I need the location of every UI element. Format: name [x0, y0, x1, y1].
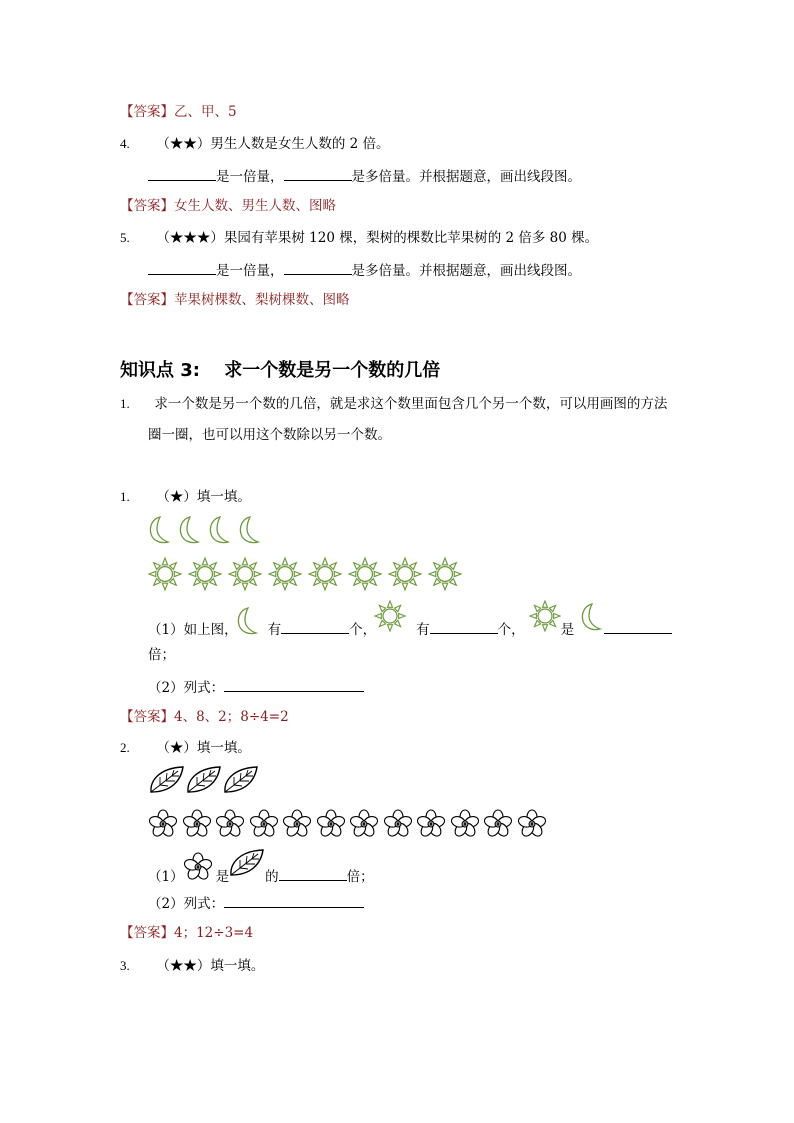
- q5-text-a: 是一倍量，: [216, 263, 284, 279]
- exercise-number: 2.: [120, 740, 130, 755]
- flower-icon: [450, 809, 480, 839]
- answer-label: 【答案】: [120, 709, 174, 725]
- question-5: [120, 229, 598, 247]
- exercise-2-answer: [120, 924, 253, 942]
- sun-icon: [228, 557, 262, 591]
- flower-icon: [148, 809, 178, 839]
- knowledge-point-1: [120, 395, 667, 413]
- moon-icon: [578, 602, 606, 632]
- answer-3: [120, 103, 237, 121]
- q4-text-a: 是一倍量，: [216, 169, 284, 185]
- q4-text-b: 是多倍量。并根据题意，画出线段图。: [351, 169, 581, 185]
- flower-icon: [349, 809, 379, 839]
- fill-blank[interactable]: [284, 166, 352, 181]
- answer-value: 女生人数、男生人数、图略: [174, 198, 336, 214]
- exercise-text: 填一填。: [210, 958, 265, 974]
- question-number: 4.: [120, 136, 130, 151]
- flower-icon: [483, 809, 513, 839]
- answer-label: 【答案】: [120, 104, 174, 120]
- question-4: [120, 135, 390, 153]
- flower-icon: [416, 809, 446, 839]
- exercise-2-header: [120, 739, 251, 757]
- q1-has-2: 有: [416, 622, 430, 638]
- fill-blank[interactable]: [224, 893, 364, 908]
- flower-icon: [183, 852, 213, 882]
- point-number: 1.: [120, 396, 130, 411]
- q1-prefix: （1）: [148, 869, 184, 885]
- flower-icon: [282, 809, 312, 839]
- q1-is: 是: [560, 622, 575, 638]
- exercise-1-q1-bei: 倍；: [148, 647, 175, 663]
- fill-blank[interactable]: [148, 260, 216, 275]
- sun-icon: [348, 557, 382, 591]
- q2-label: （2）列式：: [148, 680, 225, 696]
- exercise-number: 1.: [120, 489, 130, 504]
- knowledge-point-1-line2: 圈一圈，也可以用这个数除以另一个数。: [148, 427, 391, 443]
- moon-icon: [146, 514, 174, 546]
- answer-value: 乙、甲、5: [174, 104, 237, 120]
- sun-icon: [148, 557, 182, 591]
- flower-icon: [383, 809, 413, 839]
- exercise-text: 填一填。: [196, 489, 251, 505]
- sun-icon: [388, 557, 422, 591]
- fill-blank[interactable]: [224, 677, 364, 692]
- question-stars: （★★）: [156, 136, 211, 152]
- exercise-1-q2: [148, 677, 364, 697]
- answer-value: 4；12÷3=4: [174, 925, 254, 941]
- q1-bei: 倍；: [346, 869, 374, 885]
- sun-icon: [374, 600, 406, 632]
- moon-icon: [236, 514, 264, 546]
- sun-icon: [529, 600, 561, 632]
- moon-icon: [234, 606, 262, 636]
- sun-icon: [268, 557, 302, 591]
- question-text: 男生人数是女生人数的 2 倍。: [210, 136, 390, 152]
- q1-has: 有: [267, 622, 282, 638]
- question-4-line2: [148, 166, 581, 186]
- fill-blank[interactable]: [148, 166, 216, 181]
- sun-icon: [428, 557, 462, 591]
- fill-blank[interactable]: [284, 260, 352, 275]
- leaf-icon: [222, 764, 260, 796]
- flower-icon: [517, 809, 547, 839]
- sun-icon: [308, 557, 342, 591]
- question-stars: （★★★）: [156, 230, 224, 246]
- answer-value: 苹果树棵数、梨树棵数、图略: [174, 292, 350, 308]
- q1-ge-2: 个，: [497, 622, 525, 638]
- exercise-1-answer: [120, 708, 289, 726]
- leaf-icon: [228, 847, 266, 879]
- q1-is: 是: [215, 869, 230, 885]
- q5-text-b: 是多倍量。并根据题意，画出线段图。: [351, 263, 581, 279]
- question-number: 5.: [120, 230, 130, 245]
- flower-icon: [249, 809, 279, 839]
- answer-label: 【答案】: [120, 925, 174, 941]
- exercise-text: 填一填。: [196, 740, 251, 756]
- section-title: 知识点 3: 求一个数是另一个数的几倍: [120, 360, 441, 381]
- flower-icon: [316, 809, 346, 839]
- question-5-line2: [148, 260, 581, 280]
- exercise-stars: （★）: [156, 740, 197, 756]
- point-line-1: 求一个数是另一个数的几倍，就是求这个数里面包含几个另一个数，可以用画图的方法: [154, 396, 668, 412]
- exercise-stars: （★）: [156, 489, 197, 505]
- exercise-stars: （★★）: [156, 958, 211, 974]
- q2-label: （2）列式：: [148, 896, 225, 912]
- exercise-number: 3.: [120, 958, 130, 973]
- answer-4: [120, 197, 336, 215]
- answer-value: 4、8、2；8÷4=2: [174, 709, 289, 725]
- sun-icon: [188, 557, 222, 591]
- flower-icon: [215, 809, 245, 839]
- leaf-icon: [185, 764, 223, 796]
- question-text: 果园有苹果树 120 棵，梨树的棵数比苹果树的 2 倍多 80 棵。: [223, 230, 599, 246]
- answer-label: 【答案】: [120, 292, 174, 308]
- flower-icon: [182, 809, 212, 839]
- fill-blank[interactable]: [604, 619, 672, 634]
- fill-blank[interactable]: [279, 866, 347, 881]
- answer-5: [120, 291, 350, 309]
- exercise-1-header: [120, 488, 251, 506]
- fill-blank[interactable]: [281, 619, 349, 634]
- answer-label: 【答案】: [120, 198, 174, 214]
- q1-ge: 个，: [349, 622, 377, 638]
- exercise-2-q2: [148, 893, 364, 913]
- leaf-icon: [148, 764, 186, 796]
- q1-de: 的: [265, 869, 279, 885]
- q1-prefix: （1）如上图，: [148, 622, 238, 638]
- fill-blank[interactable]: [430, 619, 498, 634]
- moon-icon: [206, 514, 234, 546]
- exercise-3-header: [120, 957, 264, 975]
- moon-icon: [176, 514, 204, 546]
